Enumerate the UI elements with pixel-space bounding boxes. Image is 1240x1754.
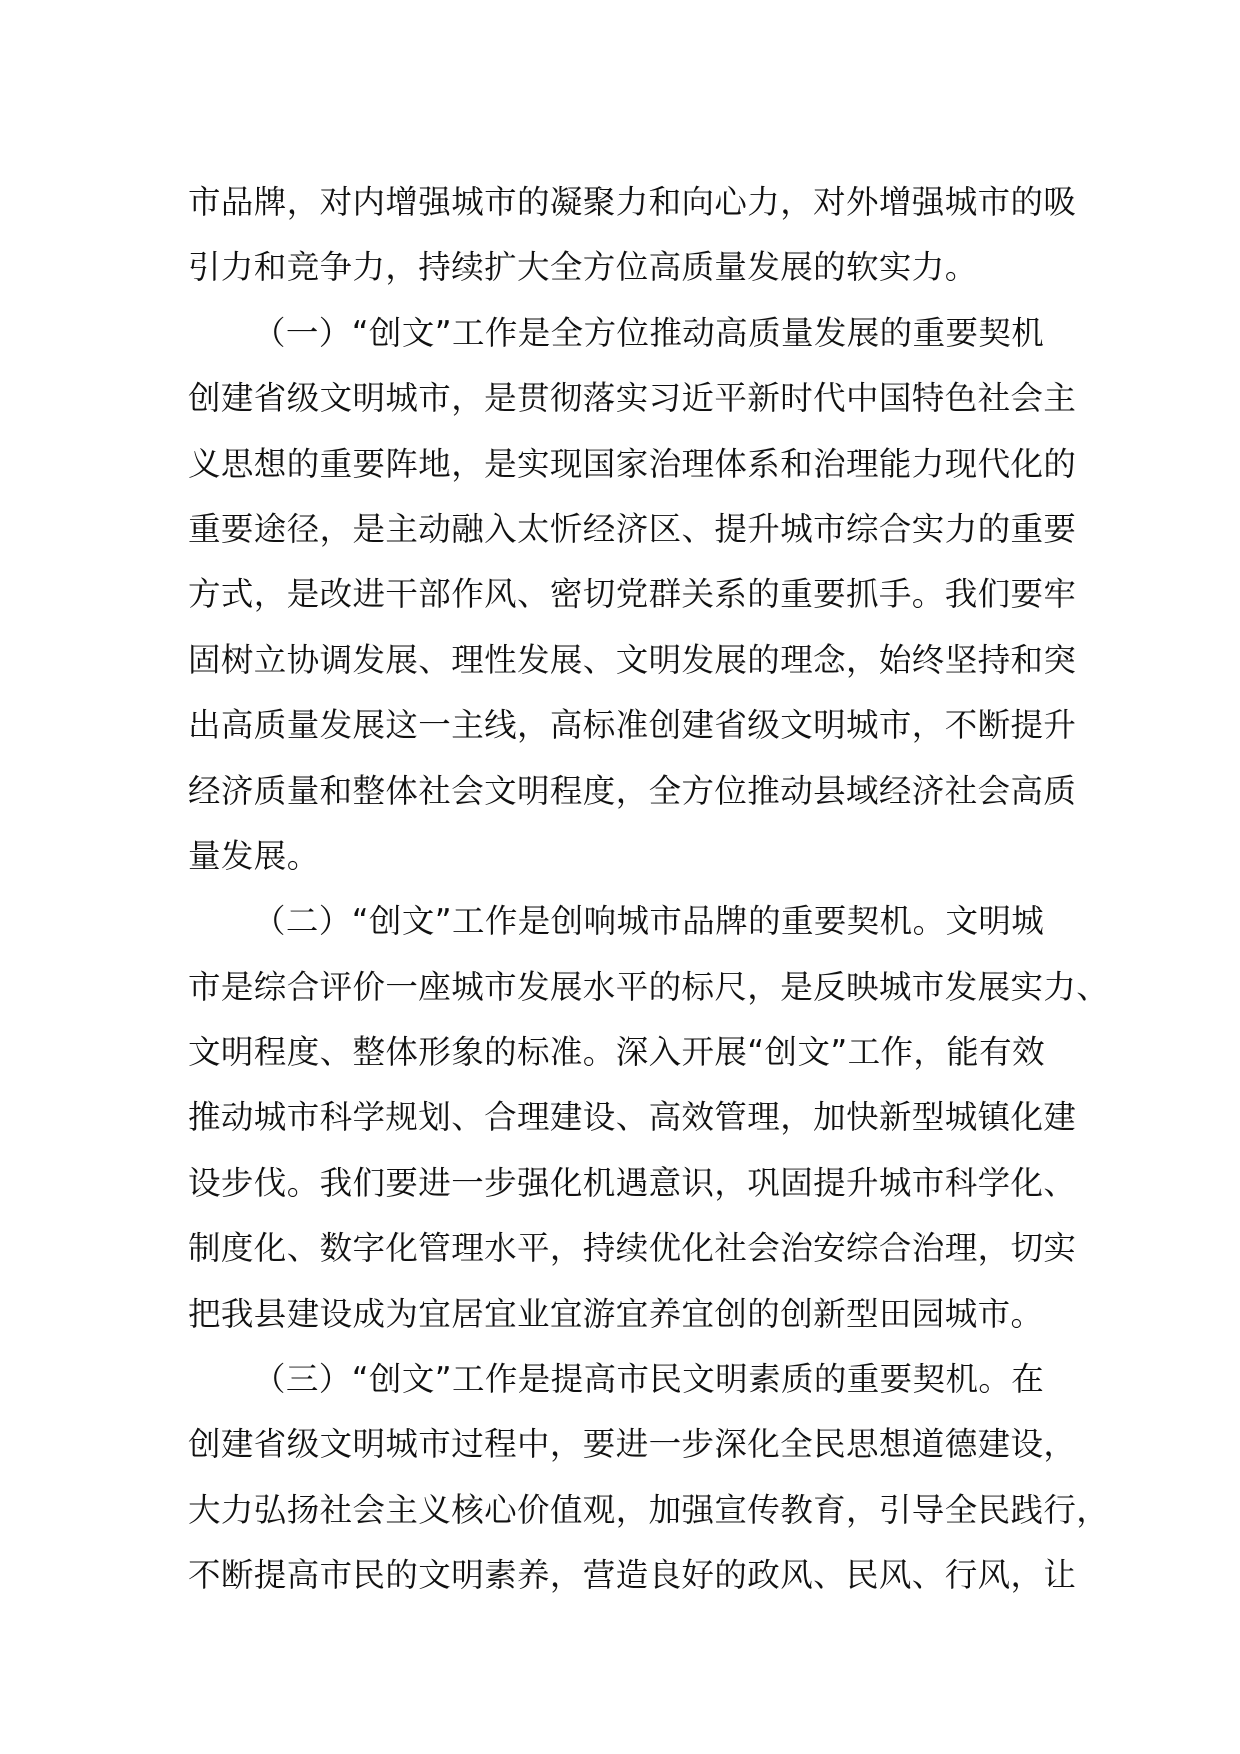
text-line: 推动城市科学规划、合理建设、高效管理，加快新型城镇化建 xyxy=(188,1098,1077,1137)
text-line: 方式，是改进干部作风、密切党群关系的重要抓手。我们要牢 xyxy=(188,575,1077,614)
text-line: 文明程度、整体形象的标准。深入开展“创文”工作，能有效 xyxy=(188,1033,1045,1072)
text-line: 量发展。 xyxy=(188,836,320,875)
text-line: 把我县建设成为宜居宜业宜游宜养宜创的创新型田园城市。 xyxy=(188,1294,1044,1333)
text-line: 重要途径，是主动融入太忻经济区、提升城市综合实力的重要 xyxy=(188,509,1077,548)
text-line: 义思想的重要阵地，是实现国家治理体系和治理能力现代化的 xyxy=(188,444,1077,483)
text-line: 设步伐。我们要进一步强化机遇意识，巩固提升城市科学化、 xyxy=(188,1163,1077,1202)
text-line: 引力和竞争力，持续扩大全方位高质量发展的软实力。 xyxy=(188,248,978,287)
text-line: 不断提高市民的文明素养，营造良好的政风、民风、行风，让 xyxy=(188,1556,1077,1595)
text-line: 制度化、数字化管理水平，持续优化社会治安综合治理，切实 xyxy=(188,1229,1077,1268)
paragraph-heading-line: （二）“创文”工作是创响城市品牌的重要契机。文明城 xyxy=(253,902,1045,941)
text-line: 出高质量发展这一主线，高标准创建省级文明城市，不断提升 xyxy=(188,706,1077,745)
text-line: 固树立协调发展、理性发展、文明发展的理念，始终坚持和突 xyxy=(188,640,1077,679)
text-line: 创建省级文明城市，是贯彻落实习近平新时代中国特色社会主 xyxy=(188,379,1077,418)
text-line: 经济质量和整体社会文明程度，全方位推动县域经济社会高质 xyxy=(188,771,1077,810)
text-line: 市品牌，对内增强城市的凝聚力和向心力，对外增强城市的吸 xyxy=(188,183,1077,221)
paragraph-heading-line: （三）“创文”工作是提高市民文明素质的重要契机。在 xyxy=(253,1360,1045,1399)
body-text xyxy=(188,170,1110,1609)
text-line: 市是综合评价一座城市发展水平的标尺，是反映城市发展实力、 xyxy=(188,967,1110,1006)
text-line: 创建省级文明城市过程中，要进一步深化全民思想道德建设， xyxy=(188,1425,1077,1464)
paragraph-heading-line: （一）“创文”工作是全方位推动高质量发展的重要契机 xyxy=(253,313,1045,352)
text-line: 大力弘扬社会主义核心价值观，加强宣传教育，引导全民践行， xyxy=(188,1490,1110,1529)
